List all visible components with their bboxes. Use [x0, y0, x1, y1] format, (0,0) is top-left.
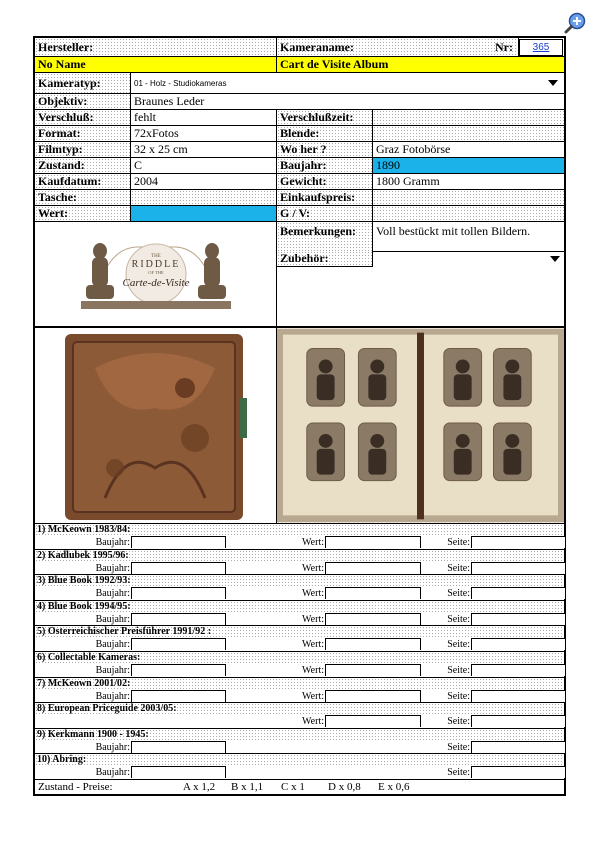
reference-seite-input[interactable] [471, 587, 566, 599]
format-label: Format: [35, 126, 131, 141]
price-reference-list [35, 524, 564, 780]
reference-title: 5) Österreichischer Preisführer 1991/92 : [35, 626, 564, 637]
logo-line2: RIDDLE [131, 259, 180, 270]
reference-title: 6) Collectable Kameras: [35, 652, 564, 663]
reference-section [35, 703, 564, 729]
reference-title: 2) Kadlubek 1995/96: [35, 550, 564, 561]
reference-wert-input[interactable] [325, 664, 421, 676]
reference-wert-input[interactable] [325, 536, 421, 548]
kameraname-label: Kameraname: Nr: [277, 38, 519, 56]
footer-c: C x 1 [281, 781, 305, 793]
reference-wert-input[interactable] [325, 587, 421, 599]
reference-section [35, 626, 564, 652]
reference-baujahr-input[interactable] [131, 741, 226, 753]
reference-seite-label: Seite: [447, 588, 470, 600]
tasche-value[interactable] [131, 190, 277, 205]
reference-baujahr-input[interactable] [131, 766, 226, 778]
reference-wert-label: Wert: [302, 562, 324, 574]
dropdown-arrow-icon[interactable] [550, 256, 560, 262]
tasche-label: Tasche: [35, 190, 131, 205]
blende-value[interactable] [373, 126, 564, 141]
reference-seite-input[interactable] [471, 766, 566, 778]
gv-label: G / V: [277, 206, 373, 221]
footer-e: E x 0,6 [378, 781, 410, 793]
reference-wert-input[interactable] [325, 690, 421, 702]
reference-seite-input[interactable] [471, 613, 566, 625]
verschluss-value[interactable]: fehlt [131, 110, 277, 125]
reference-section [35, 575, 564, 601]
reference-section [35, 754, 564, 780]
reference-section [35, 652, 564, 678]
footer-d: D x 0,8 [328, 781, 361, 793]
dropdown-arrow-icon[interactable] [548, 80, 558, 86]
reference-baujahr-label: Baujahr: [95, 665, 130, 676]
verschlusszeit-value[interactable] [373, 110, 564, 125]
reference-section [35, 678, 564, 704]
reference-seite-label: Seite: [447, 716, 470, 728]
gewicht-value[interactable]: 1800 Gramm [376, 174, 440, 188]
reference-seite-label: Seite: [447, 562, 470, 574]
hersteller-label: Hersteller: [35, 38, 277, 56]
zubehoer-label: Zubehör: [277, 251, 373, 267]
leather-album-image [35, 328, 275, 523]
footer-label: Zustand - Preise: [38, 781, 113, 793]
reference-baujahr-input[interactable] [131, 562, 226, 574]
reference-title: 1) McKeown 1983/84: [35, 524, 564, 535]
reference-seite-input[interactable] [471, 536, 566, 548]
reference-title: 8) European Priceguide 2003/05: [35, 703, 564, 714]
reference-wert-label: Wert: [302, 716, 324, 728]
einkaufspreis-value[interactable] [373, 190, 564, 205]
objektiv-value[interactable]: Braunes Leder [134, 94, 205, 108]
reference-baujahr-label: Baujahr: [95, 767, 130, 779]
gv-value[interactable] [373, 206, 564, 221]
reference-wert-label: Wert: [302, 537, 324, 548]
footer-b: B x 1,1 [231, 781, 264, 793]
reference-seite-input[interactable] [471, 664, 566, 676]
woher-value[interactable]: Graz Fotobörse [376, 142, 451, 156]
baujahr-value[interactable]: 1890 [373, 158, 564, 173]
reference-title: 3) Blue Book 1992/93: [35, 575, 564, 586]
hersteller-value[interactable]: No Name [35, 57, 277, 72]
reference-seite-input[interactable] [471, 715, 566, 727]
kameraname-value[interactable]: Cart de Visite Album [277, 57, 564, 72]
reference-baujahr-input[interactable] [131, 664, 226, 676]
bemerkungen-value[interactable]: Voll bestückt mit tollen Bildern. [376, 224, 531, 238]
logo-line1: THE [150, 254, 161, 259]
reference-wert-input[interactable] [325, 715, 421, 727]
reference-baujahr-label: Baujahr: [95, 588, 130, 600]
reference-seite-input[interactable] [471, 638, 566, 650]
footer-a: A x 1,2 [183, 781, 216, 793]
objektiv-label: Objektiv: [35, 94, 131, 109]
zubehoer-select[interactable] [373, 251, 564, 267]
riddle-carte-de-visite-logo [76, 229, 236, 319]
reference-wert-input[interactable] [325, 562, 421, 574]
reference-wert-label: Wert: [302, 588, 324, 600]
nr-label: Nr: [495, 39, 513, 54]
reference-seite-label: Seite: [447, 639, 470, 651]
reference-seite-label: Seite: [447, 613, 470, 625]
reference-seite-input[interactable] [471, 562, 566, 574]
reference-title: 4) Blue Book 1994/95: [35, 601, 564, 612]
album-cover-photo [35, 328, 277, 523]
reference-title: 9) Kerkmann 1900 - 1945: [35, 729, 564, 740]
baujahr-label: Baujahr: [277, 158, 373, 173]
reference-section [35, 729, 564, 755]
reference-baujahr-label: Baujahr: [95, 741, 130, 753]
reference-section [35, 524, 564, 550]
reference-title: 10) Abring: [35, 754, 564, 765]
reference-seite-label: Seite: [447, 665, 470, 676]
bemerkungen-label: Bemerkungen: [277, 222, 373, 251]
filmtyp-label: Filmtyp: [35, 142, 131, 157]
logo-line4: Carte-de-Visite [122, 277, 189, 289]
reference-section [35, 550, 564, 576]
camera-record-sheet [33, 36, 566, 796]
reference-wert-label: Wert: [302, 639, 324, 651]
nr-value-link[interactable]: 365 [532, 42, 550, 53]
einkaufspreis-label: Einkaufspreis: [277, 190, 373, 205]
album-open-photo [277, 328, 564, 523]
kameratyp-select[interactable]: 01 - Holz - Studiokameras [131, 73, 564, 93]
reference-baujahr-input[interactable] [131, 690, 226, 702]
format-value[interactable]: 72xFotos [131, 126, 277, 141]
reference-wert-label: Wert: [302, 613, 324, 625]
reference-baujahr-label: Baujahr: [95, 562, 130, 574]
zustand-label: Zustand: [35, 158, 131, 173]
reference-wert-label: Wert: [302, 690, 324, 702]
zoom-in-icon[interactable] [564, 12, 586, 34]
kaufdatum-label: Kaufdatum: [35, 174, 131, 189]
reference-seite-label: Seite: [447, 690, 470, 702]
gewicht-label: Gewicht: [277, 174, 373, 189]
zustand-value[interactable]: C [131, 158, 277, 173]
reference-baujahr-input[interactable] [131, 587, 226, 599]
reference-baujahr-input[interactable] [131, 638, 226, 650]
reference-baujahr-input[interactable] [131, 613, 226, 625]
filmtyp-value[interactable]: 32 x 25 cm [131, 142, 277, 157]
reference-baujahr-label: Baujahr: [95, 690, 130, 702]
reference-wert-input[interactable] [325, 638, 421, 650]
reference-section [35, 601, 564, 627]
wert-label: Wert: [35, 206, 131, 221]
reference-seite-input[interactable] [471, 690, 566, 702]
reference-baujahr-label: Baujahr: [95, 639, 130, 651]
reference-wert-label: Wert: [302, 665, 324, 676]
kameratyp-label: Kameratyp: [35, 73, 131, 93]
reference-title: 7) McKeown 2001/02: [35, 678, 564, 689]
verschlusszeit-label: Verschlußzeit: [277, 110, 373, 125]
logo-line3: OF THE [147, 270, 164, 275]
open-album-image [277, 328, 564, 523]
blende-label: Blende: [277, 126, 373, 141]
woher-label: Wo her ? [277, 142, 373, 157]
reference-seite-label: Seite: [447, 537, 470, 548]
reference-seite-label: Seite: [447, 767, 470, 779]
kaufdatum-value[interactable]: 2004 [131, 174, 277, 189]
reference-baujahr-label: Baujahr: [95, 613, 130, 625]
logo-image [35, 222, 277, 326]
verschluss-label: Verschluß: [35, 110, 131, 125]
wert-value[interactable] [131, 206, 277, 221]
footer-zustand-preise [35, 780, 564, 796]
reference-wert-input[interactable] [325, 613, 421, 625]
reference-baujahr-label: Baujahr: [95, 537, 130, 548]
reference-seite-label: Seite: [447, 741, 470, 753]
reference-baujahr-input[interactable] [131, 536, 226, 548]
reference-seite-input[interactable] [471, 741, 566, 753]
